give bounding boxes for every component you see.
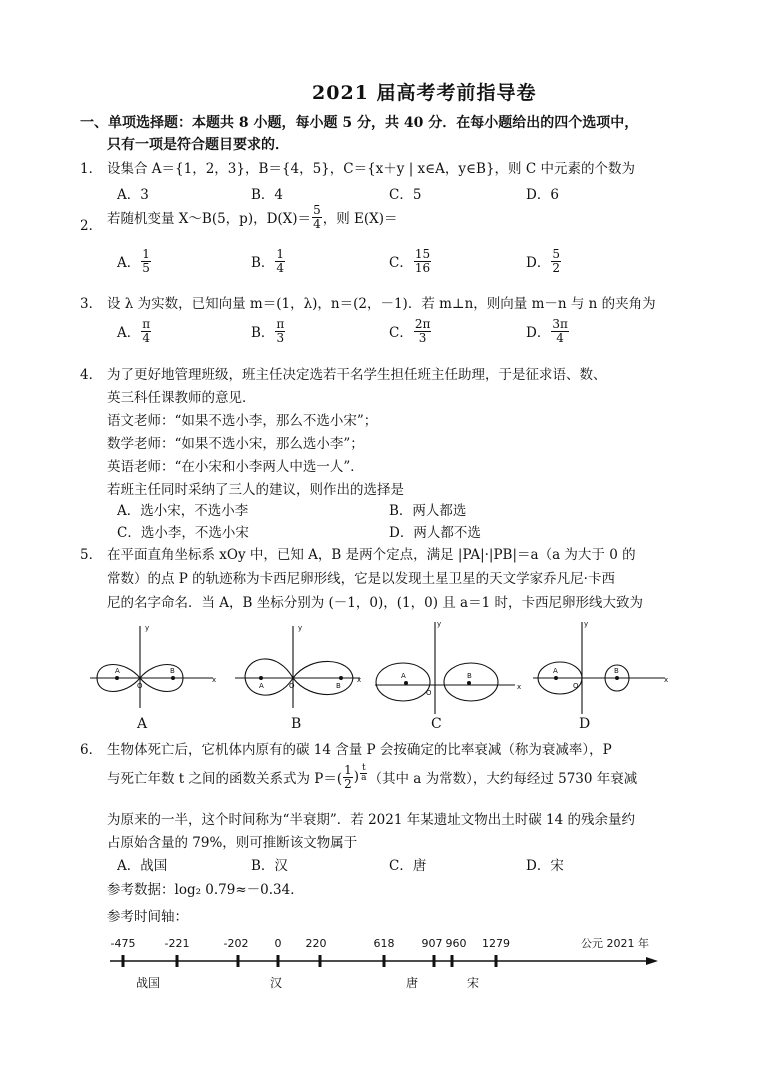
section-heading-cont: 只有一项是符合题目要求的．: [107, 137, 289, 153]
q3-option-b: B． $\frac{\pi}{3}$: [251, 317, 285, 345]
figure-label-a: A: [137, 716, 148, 732]
section-heading: 一、单项选择题：本题共 8 小题，每小题 5 分，共 40 分．在每小题给出的四个选项中，: [80, 115, 639, 131]
point-a-label: A: [259, 682, 264, 690]
point-a-label: A: [401, 672, 406, 680]
timeline-tick-label: 220: [305, 937, 327, 950]
q4-option-b: B．两人都选: [389, 503, 467, 519]
dynasty-label: 战国: [135, 976, 161, 990]
question-1-text: 设集合 A＝{1，2，3}，B＝{4，5}，C＝{x＋y | x∈A，y∈B}，则 C 中元素的个数为: [107, 161, 635, 177]
dynasty-label: 宋: [466, 976, 480, 990]
q2-option-d: D． $\frac{5}{2}$: [526, 247, 560, 275]
q4-option-d: D．两人都不选: [389, 525, 481, 541]
origin-label: O: [137, 682, 143, 690]
dynasty-label: 唐: [405, 976, 419, 990]
question-6-text: 为原来的一半，这个时间称为“半衰期”．若 2021 年某遗址文物出土时碳 14 的残余量约: [107, 812, 636, 828]
q6-option-a: A．战国: [117, 858, 168, 874]
question-number: 3．: [80, 296, 103, 312]
question-number: 1．: [80, 161, 103, 177]
q4-option-c: C．选小李，不选小宋: [117, 525, 249, 541]
q1-option-d: D．6: [526, 187, 559, 203]
reference-timeline-label: 参考时间轴：: [107, 909, 188, 925]
question-number: 5．: [80, 547, 103, 563]
question-4-text: 数学老师：“如果不选小宋，那么选小李”；: [107, 436, 364, 452]
axis-y-label: y: [437, 620, 442, 628]
question-6-text: 与死亡年数 t 之间的函数关系式为 P＝( $\frac{1}{2}$ ) $\frac{t}{a}$ （其中 a 为常数），大约每经过 5730 年衰减: [107, 763, 638, 791]
reference-data: 参考数据：log₂ 0.79≈－0.34．: [107, 882, 304, 898]
cassini-oval-figures: [85, 618, 675, 718]
point-a-label: A: [115, 667, 120, 675]
question-5-text: 尼的名字命名．当 A，B 坐标分别为 (－1，0)，(1，0) 且 a＝1 时，卡西尼卵形线大致为: [107, 595, 643, 611]
q3-option-a: A． $\frac{\pi}{4}$: [117, 317, 151, 345]
point-b-label: B: [614, 667, 619, 675]
axis-x-label: x: [357, 676, 362, 684]
q1-option-a: A．3: [117, 187, 149, 203]
timeline-tick-label: 0: [274, 937, 282, 950]
q2-option-b: B． $\frac{1}{4}$: [251, 247, 285, 275]
q2-option-c: C． $\frac{15}{16}$: [389, 247, 431, 275]
question-4-text: 为了更好地管理班级，班主任决定选若干名学生担任班主任助理，于是征求语、数、: [107, 367, 607, 383]
point-a-label: A: [553, 667, 558, 675]
origin-label: O: [426, 689, 432, 697]
q3-option-d: D． $\frac{3\pi}{4}$: [526, 317, 568, 345]
q1-option-c: C．5: [389, 187, 422, 203]
point-b-label: B: [336, 682, 341, 690]
question-4-text: 英三科任课教师的意见．: [107, 390, 256, 406]
q1-option-b: B．4: [251, 187, 284, 203]
axis-y-label: y: [145, 624, 150, 632]
q6-option-b: B．汉: [251, 858, 288, 874]
timeline-tick-label: -475: [110, 937, 136, 950]
origin-label: O: [289, 682, 295, 690]
q6-option-c: C．唐: [389, 858, 427, 874]
figure-label-c: C: [431, 716, 442, 732]
timeline-axis: [100, 932, 670, 992]
page-title: 2021 届高考考前指导卷: [312, 82, 537, 104]
point-b-label: B: [170, 667, 175, 675]
dynasty-label: 汉: [269, 976, 283, 990]
figure-label-d: D: [579, 716, 591, 732]
axis-y-label: y: [298, 624, 303, 632]
axis-x-label: x: [517, 683, 522, 691]
q6-option-d: D．宋: [526, 858, 564, 874]
question-2-text: 若随机变量 X～B(5，p)，D(X)＝ $\frac{5}{4}$ ，则 E(X)＝: [107, 203, 398, 231]
timeline-tick-label: -221: [164, 937, 190, 950]
question-number: 2．: [80, 218, 103, 234]
timeline-tick-label: 907: [421, 937, 443, 950]
timeline-tick-label: 960: [445, 937, 467, 950]
timeline-tick-label: 618: [373, 937, 395, 950]
figure-label-b: B: [291, 716, 302, 732]
q2-option-a: A． $\frac{1}{5}$: [117, 247, 150, 275]
timeline-end-label: 公元 2021 年: [581, 937, 649, 950]
point-b-label: B: [467, 672, 472, 680]
question-5-text: 常数）的点 P 的轨迹称为卡西尼卵形线，它是以发现土星卫星的天文学家乔凡尼·卡西: [107, 571, 615, 587]
question-6-text: 生物体死亡后，它机体内原有的碳 14 含量 P 会按确定的比率衰减（称为衰减率），P: [107, 742, 612, 758]
question-number: 4．: [80, 367, 103, 383]
axis-x-label: x: [664, 676, 669, 684]
timeline-tick-label: -202: [223, 937, 249, 950]
question-4-text: 若班主任同时采纳了三人的建议，则作出的选择是: [107, 482, 404, 498]
q3-option-c: C． $\frac{2\pi}{3}$: [389, 317, 431, 345]
question-3-text: 设 λ 为实数，已知向量 m＝(1，λ)，n＝(2，－1)．若 m⊥n，则向量 m－n 与 n 的夹角为: [107, 296, 656, 312]
q4-option-a: A．选小宋，不选小李: [117, 503, 249, 519]
timeline-tick-label: 1279: [482, 937, 510, 950]
axis-x-label: x: [212, 676, 217, 684]
question-4-text: 英语老师：“在小宋和小李两人中选一人”．: [107, 459, 364, 475]
question-6-text: 占原始含量的 79%，则可推断该文物属于: [107, 835, 358, 851]
origin-label: O: [573, 682, 579, 690]
question-number: 6．: [80, 742, 103, 758]
question-5-text: 在平面直角坐标系 xOy 中，已知 A，B 是两个定点，满足 |PA|·|PB|＝a（a 为大于 0 的: [107, 547, 636, 563]
question-4-text: 语文老师：“如果不选小李，那么不选小宋”；: [107, 413, 378, 429]
axis-y-label: y: [584, 620, 589, 628]
